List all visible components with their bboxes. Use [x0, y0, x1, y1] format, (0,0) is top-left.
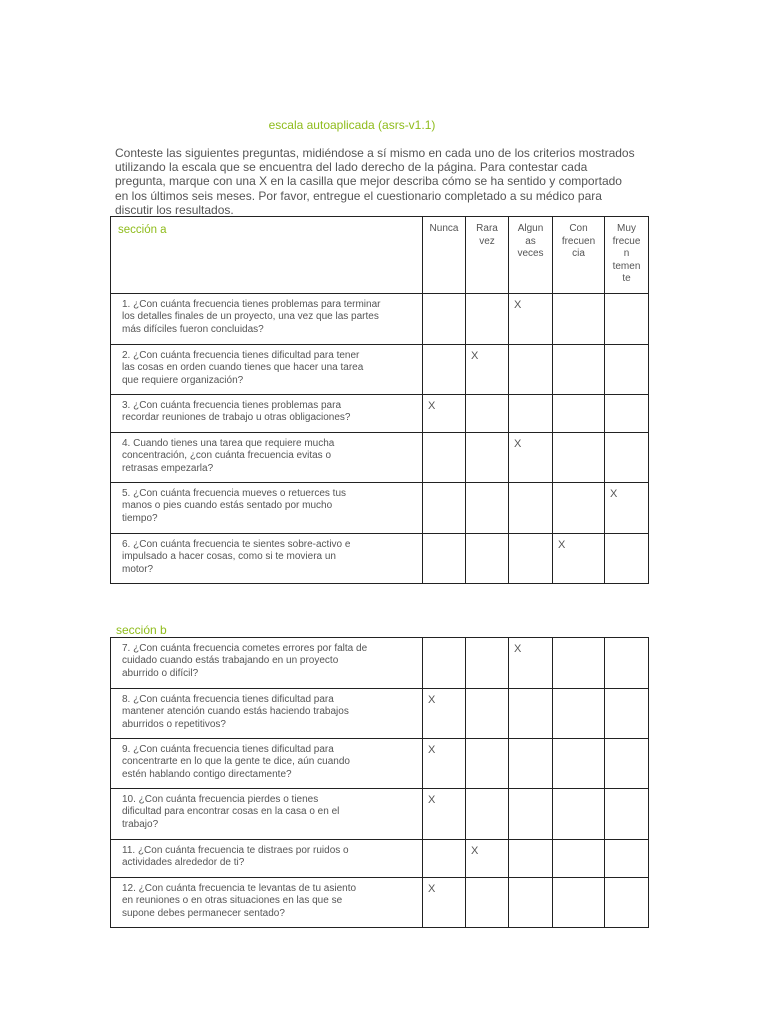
- question-text: [111, 878, 423, 928]
- answer-cell[interactable]: X: [509, 294, 553, 345]
- question-row: [111, 739, 649, 789]
- question-line: retrasas empezarla?: [122, 462, 214, 474]
- answer-cell[interactable]: [423, 534, 466, 584]
- scale-header-text: cia: [572, 248, 585, 260]
- question-line: que requiere organización?: [122, 374, 244, 386]
- question-line: los detalles finales de un proyecto, una vez que las partes: [122, 311, 379, 323]
- answer-cell[interactable]: [423, 840, 466, 878]
- intro-line: utilizando la escala que se encuentra del lado derecho de la página. Para contestar cada: [115, 160, 588, 175]
- answer-cell[interactable]: [423, 638, 466, 689]
- answer-cell[interactable]: [509, 789, 553, 840]
- answer-cell[interactable]: X: [423, 395, 466, 433]
- question-line: aburrido o difícil?: [122, 667, 199, 679]
- question-row: [111, 638, 649, 689]
- answer-cell[interactable]: [509, 345, 553, 395]
- answer-cell[interactable]: X: [509, 638, 553, 689]
- question-row: [111, 345, 649, 395]
- question-row: [111, 395, 649, 433]
- question-line: concentración, ¿con cuánta frecuencia evitas o: [122, 450, 332, 462]
- answer-cell[interactable]: [553, 689, 605, 739]
- question-text: [111, 638, 423, 689]
- question-line: 2. ¿Con cuánta frecuencia tienes dificultad para tener: [122, 350, 360, 361]
- question-line: más difíciles fueron concluidas?: [122, 323, 264, 335]
- answer-cell[interactable]: [466, 294, 509, 345]
- answer-cell[interactable]: [553, 739, 605, 789]
- scale-header-text: Algun: [517, 223, 544, 234]
- answer-cell[interactable]: [553, 638, 605, 689]
- answer-cell[interactable]: [509, 689, 553, 739]
- answer-cell[interactable]: [553, 294, 605, 345]
- question-line: estén hablando contigo directamente?: [122, 768, 292, 780]
- answer-cell[interactable]: [509, 483, 553, 534]
- answer-cell[interactable]: [605, 294, 649, 345]
- scale-header-text: Con: [569, 223, 588, 234]
- question-line: trabajo?: [122, 818, 159, 830]
- intro-line: discutir los resultados.: [115, 202, 234, 217]
- answer-cell[interactable]: [509, 395, 553, 433]
- question-line: concentrarte en lo que la gente te dice, aún cuando: [122, 756, 350, 768]
- section-a-table: [110, 216, 649, 584]
- question-line: 9. ¿Con cuánta frecuencia tienes dificultad para: [122, 744, 334, 755]
- question-row: [111, 534, 649, 584]
- answer-cell[interactable]: [466, 534, 509, 584]
- answer-cell[interactable]: [605, 433, 649, 483]
- answer-cell[interactable]: [553, 483, 605, 534]
- scale-header-2: [509, 217, 553, 294]
- scale-header-0: [423, 217, 466, 294]
- question-row: [111, 483, 649, 534]
- answer-cell[interactable]: [509, 840, 553, 878]
- scale-header-text: Muy: [617, 223, 636, 234]
- answer-cell[interactable]: [553, 433, 605, 483]
- scale-header-text: Rara: [476, 223, 498, 234]
- scale-header-text: temen: [612, 260, 641, 272]
- scale-header-4: [605, 217, 649, 294]
- answer-cell[interactable]: [553, 345, 605, 395]
- scale-header-text: frecuen: [561, 235, 596, 247]
- question-row: [111, 789, 649, 840]
- answer-cell[interactable]: X: [423, 739, 466, 789]
- answer-cell[interactable]: [605, 395, 649, 433]
- intro-line: pregunta, marque con una X en la casilla que mejor describa cómo se ha sentido y comportado: [115, 174, 622, 189]
- answer-cell[interactable]: [605, 789, 649, 840]
- question-line: 6. ¿Con cuánta frecuencia te sientes sobre-activo e: [122, 539, 351, 550]
- question-line: mantener atención cuando estás haciendo trabajos: [122, 706, 349, 718]
- question-line: 11. ¿Con cuánta frecuencia te distraes por ruidos o: [122, 845, 349, 856]
- answer-cell[interactable]: X: [466, 345, 509, 395]
- section-a-label: sección a: [111, 217, 423, 294]
- question-line: impulsado a hacer cosas, como si te moviera un: [122, 551, 336, 563]
- scale-header-1: [466, 217, 509, 294]
- answer-cell[interactable]: [605, 345, 649, 395]
- answer-cell[interactable]: [466, 689, 509, 739]
- scale-header-text: as: [525, 235, 536, 247]
- question-line: actividades alrededor de ti?: [122, 857, 245, 869]
- scale-header-text: vez: [479, 235, 495, 247]
- question-line: en reuniones o en otras situaciones en las que se: [122, 895, 343, 907]
- answer-cell[interactable]: [553, 789, 605, 840]
- question-row: [111, 689, 649, 739]
- answer-cell[interactable]: X: [509, 433, 553, 483]
- question-text: [111, 840, 423, 878]
- question-text: [111, 789, 423, 840]
- question-line: 1. ¿Con cuánta frecuencia tienes problemas para terminar: [122, 299, 381, 310]
- answer-cell[interactable]: [466, 739, 509, 789]
- question-line: 8. ¿Con cuánta frecuencia tienes dificultad para: [122, 694, 334, 705]
- question-line: dificultad para encontrar cosas en la casa o en el: [122, 806, 340, 818]
- answer-cell[interactable]: [466, 878, 509, 928]
- scale-header-3: [553, 217, 605, 294]
- question-text: [111, 534, 423, 584]
- answer-cell[interactable]: X: [466, 840, 509, 878]
- answer-cell[interactable]: X: [605, 483, 649, 534]
- answer-cell[interactable]: [466, 433, 509, 483]
- answer-cell[interactable]: [423, 345, 466, 395]
- question-text: [111, 483, 423, 534]
- scale-header-text: frecue: [612, 235, 641, 247]
- question-line: aburridos o repetitivos?: [122, 718, 226, 730]
- question-text: [111, 294, 423, 345]
- answer-cell[interactable]: [423, 433, 466, 483]
- question-text: [111, 433, 423, 483]
- scale-header-text: veces: [517, 248, 544, 260]
- scale-header-text: n: [623, 248, 630, 260]
- question-row: [111, 294, 649, 345]
- section-b-table: [110, 637, 649, 928]
- intro-line: en los últimos seis meses. Por favor, entregue el cuestionario completado a su médico para: [115, 188, 602, 203]
- answer-cell[interactable]: X: [553, 534, 605, 584]
- intro-paragraph: [115, 146, 645, 217]
- question-line: 10. ¿Con cuánta frecuencia pierdes o tienes: [122, 794, 319, 805]
- answer-cell[interactable]: [466, 789, 509, 840]
- question-row: [111, 878, 649, 928]
- answer-cell[interactable]: [605, 689, 649, 739]
- answer-cell[interactable]: [509, 878, 553, 928]
- answer-cell[interactable]: [423, 294, 466, 345]
- question-line: motor?: [122, 563, 154, 575]
- answer-cell[interactable]: [553, 878, 605, 928]
- scale-header-text: te: [622, 273, 631, 285]
- question-line: supone debes permanecer sentado?: [122, 907, 285, 919]
- question-text: [111, 345, 423, 395]
- section-b-label: sección b: [116, 623, 167, 637]
- answer-cell[interactable]: [509, 534, 553, 584]
- answer-cell[interactable]: [423, 483, 466, 534]
- answer-cell[interactable]: [605, 739, 649, 789]
- answer-cell[interactable]: [466, 483, 509, 534]
- question-text: [111, 739, 423, 789]
- question-line: tiempo?: [122, 512, 158, 524]
- question-line: 12. ¿Con cuánta frecuencia te levantas de tu asiento: [122, 883, 357, 894]
- question-line: 4. Cuando tienes una tarea que requiere mucha: [122, 438, 335, 449]
- question-text: [111, 395, 423, 433]
- scale-header-row: [111, 217, 649, 294]
- answer-cell[interactable]: [605, 638, 649, 689]
- answer-cell[interactable]: [605, 878, 649, 928]
- answer-cell[interactable]: [466, 395, 509, 433]
- question-row: [111, 433, 649, 483]
- scale-header-text: Nunca: [429, 223, 459, 234]
- question-line: cuidado cuando estás trabajando en un proyecto: [122, 655, 339, 667]
- question-text: [111, 689, 423, 739]
- answer-cell[interactable]: [605, 840, 649, 878]
- question-line: 5. ¿Con cuánta frecuencia mueves o retuerces tus: [122, 488, 347, 499]
- document-title: escala autoaplicada (asrs-v1.1): [268, 118, 436, 132]
- answer-cell[interactable]: [466, 638, 509, 689]
- question-line: 7. ¿Con cuánta frecuencia cometes errores por falta de: [122, 643, 368, 654]
- question-line: recordar reuniones de trabajo u otras obligaciones?: [122, 412, 351, 424]
- question-line: manos o pies cuando estás sentado por mucho: [122, 500, 333, 512]
- answer-cell[interactable]: [509, 739, 553, 789]
- answer-cell[interactable]: X: [423, 689, 466, 739]
- answer-cell[interactable]: X: [423, 878, 466, 928]
- answer-cell[interactable]: [553, 395, 605, 433]
- answer-cell[interactable]: X: [423, 789, 466, 840]
- question-line: las cosas en orden cuando tienes que hacer una tarea: [122, 362, 364, 374]
- question-row: [111, 840, 649, 878]
- intro-line: Conteste las siguientes preguntas, midiéndose a sí mismo en cada uno de los criterios mostrados: [115, 146, 635, 160]
- question-line: 3. ¿Con cuánta frecuencia tienes problemas para: [122, 400, 342, 411]
- answer-cell[interactable]: [553, 840, 605, 878]
- answer-cell[interactable]: [605, 534, 649, 584]
